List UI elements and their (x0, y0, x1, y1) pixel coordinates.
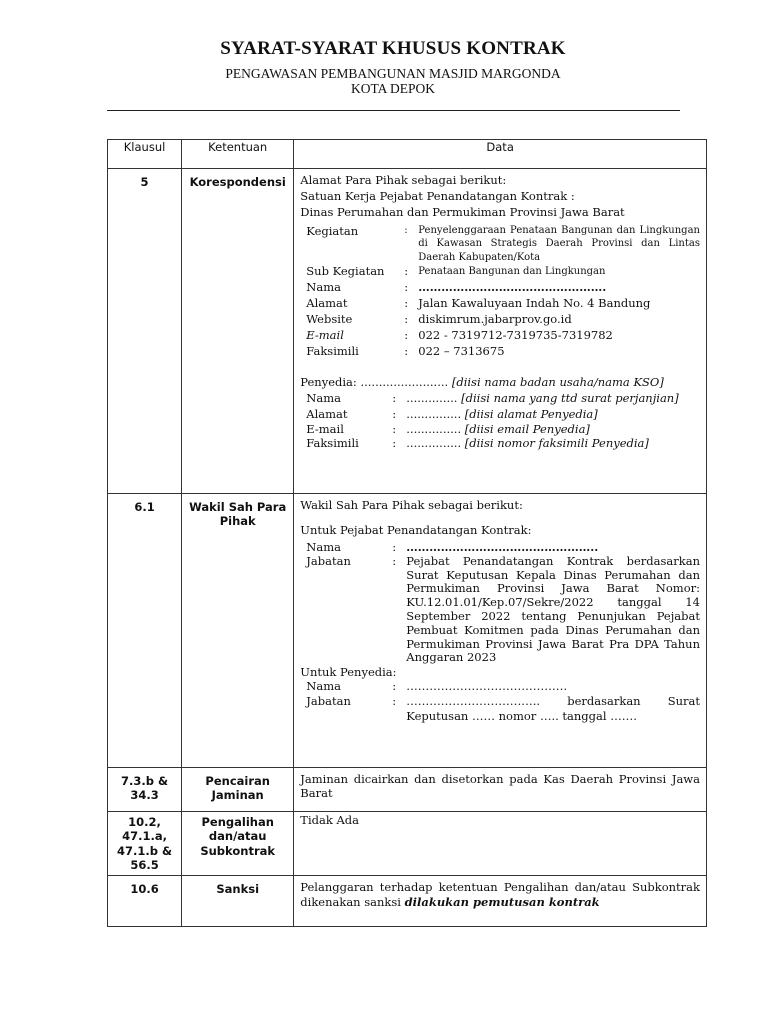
field-hint: [diisi email Penyedia] (464, 421, 590, 436)
document-title: SYARAT-SYARAT KHUSUS KONTRAK (220, 38, 566, 59)
text-line: Untuk Penyedia: (300, 665, 397, 680)
field-value (406, 436, 700, 452)
field-ppk-jabatan (300, 555, 700, 665)
field-website (300, 312, 700, 328)
field-hint: [diisi nama yang ttd surat perjanjian] (461, 391, 679, 406)
ketentuan-cell: Pengalihan dan/atau Subkontrak (182, 812, 294, 876)
field-value: Penyelenggaraan Penataan Bangunan dan Lingkungan di Kawasan Strategis Daerah Provinsi dan Lintas Daerah Kabupaten/Kota (418, 224, 700, 263)
field-sub-kegiatan (300, 264, 700, 280)
field-label: Nama (306, 679, 341, 694)
field-label: Alamat (306, 295, 348, 310)
field-kegiatan (300, 224, 700, 265)
field-penyedia-email (300, 423, 700, 436)
field-penyedia-nama (300, 391, 700, 407)
data-cell: Jaminan dicairkan dan disetorkan pada Kas Daerah Provinsi Jawa Barat (294, 768, 707, 812)
text-line: Alamat Para Pihak sebagai berikut: (300, 173, 507, 187)
field-alamat (300, 296, 700, 312)
field-label: Alamat (306, 407, 348, 422)
field-value (406, 391, 700, 407)
field-ppk-nama (300, 540, 700, 555)
field-label: Nama (306, 539, 341, 554)
field-colon: : (392, 679, 397, 694)
field-label: Nama (306, 280, 341, 295)
field-penyedia-nama (300, 680, 700, 694)
field-value: …………………………………… (406, 679, 568, 694)
field-value: …………………………………………. (418, 280, 607, 295)
table-row (108, 876, 707, 927)
klausul-cell: 7.3.b & 34.3 (108, 768, 182, 812)
ketentuan-cell (182, 768, 294, 812)
data-cell (294, 169, 707, 494)
data-cell (294, 494, 707, 768)
field-value: …………………………….. berdasarkan Surat Keputusan …… nomor ….. tanggal ……. (406, 693, 700, 723)
ketentuan-cell: Korespondensi (182, 169, 294, 494)
field-colon: : (404, 295, 409, 310)
field-colon: : (392, 553, 397, 568)
header-divider (107, 110, 680, 111)
field-colon: : (392, 435, 397, 450)
field-penyedia-alamat (300, 407, 700, 423)
ketentuan-text: Pencairan Jaminan (205, 774, 270, 803)
field-label: E-mail (306, 327, 344, 342)
contract-terms-table (107, 139, 707, 927)
document-subtitle: PENGAWASAN PEMBANGUNAN MASJID MARGONDA (225, 66, 561, 81)
sanksi-emphasis: dilakukan pemutusan kontrak (404, 894, 600, 909)
field-dots: ............... (406, 407, 462, 422)
field-nama (300, 280, 700, 296)
table-header-row (108, 140, 707, 169)
text-line: Satuan Kerja Pejabat Penandatangan Kontrak : (300, 188, 575, 203)
klausul-cell: 10.2, 47.1.a, 47.1.b & 56.5 (108, 812, 182, 876)
ketentuan-cell: Sanksi (182, 876, 294, 927)
field-colon: : (392, 693, 397, 708)
table-row (108, 494, 707, 768)
ketentuan-cell: Wakil Sah Para Pihak (182, 494, 294, 768)
field-label: Website (306, 311, 353, 326)
field-dots: ............... (406, 435, 462, 450)
field-value: ………………………………………….. (406, 539, 599, 554)
field-label: Jabatan (306, 553, 351, 568)
field-value: Pejabat Penandatangan Kontrak berdasarkan Surat Keputusan Kepala Dinas Perumahan dan Permukiman Provinsi Jawa Barat Nomor: KU.12.01.01/Kep.07/Sekre/2022 tanggal 14 September 2022 tentang Penunjukan Pejabat Pembuat Komitmen pada Dinas Perumahan dan Permukiman Provinsi Jawa Barat Pra DPA Tahun Anggaran 2023 (406, 553, 700, 665)
field-label: Faksimili (306, 343, 359, 358)
document-subtitle-city: KOTA DEPOK (350, 81, 436, 96)
header-data: Data (294, 140, 707, 169)
field-email (300, 328, 700, 344)
field-faksimili (300, 344, 700, 360)
field-dots: .............. (406, 391, 458, 406)
field-colon: : (404, 280, 409, 295)
field-label: Kegiatan (306, 223, 359, 238)
klausul-cell: 5 (108, 169, 182, 494)
field-colon: : (404, 311, 409, 326)
field-value (406, 423, 700, 436)
field-label: E-mail (306, 421, 344, 436)
field-value: diskimrum.jabarprov.go.id (418, 311, 572, 326)
field-label: Sub Kegiatan (306, 264, 385, 279)
field-colon: : (392, 539, 397, 554)
klausul-cell: 10.6 (108, 876, 182, 927)
penyedia-label: Penyedia: ........................ (300, 375, 449, 390)
field-hint: [diisi nomor faksimili Penyedia] (464, 435, 649, 450)
field-penyedia-faksimili (300, 436, 700, 452)
field-value: Jalan Kawaluyaan Indah No. 4 Bandung (418, 295, 651, 310)
table-row (108, 768, 707, 812)
text-line: Untuk Pejabat Penandatangan Kontrak: (300, 522, 532, 537)
field-value: Penataan Bangunan dan Lingkungan (418, 266, 606, 278)
penyedia-value: [diisi nama badan usaha/nama KSO] (451, 375, 664, 390)
table-row (108, 169, 707, 494)
field-value (406, 407, 700, 423)
field-label: Faksimili (306, 435, 359, 450)
field-colon: : (392, 391, 397, 406)
field-label: Jabatan (306, 693, 351, 708)
field-colon: : (404, 224, 408, 236)
sanksi-text: Pelanggaran terhadap ketentuan Pengalihan dan/atau Subkontrak dikenakan sanksi (300, 880, 700, 909)
penyedia-line (300, 375, 700, 391)
data-cell: Tidak Ada (294, 812, 707, 876)
field-hint: [diisi alamat Penyedia] (464, 407, 598, 422)
field-value: 022 - 7319712-7319735-7319782 (418, 327, 613, 342)
header-ketentuan: Ketentuan (182, 140, 294, 169)
field-colon: : (392, 421, 397, 436)
klausul-cell: 6.1 (108, 494, 182, 768)
field-value: 022 – 7313675 (418, 343, 505, 358)
field-dots: ............... (406, 421, 462, 436)
field-penyedia-jabatan (300, 694, 700, 724)
text-line: Dinas Perumahan dan Permukiman Provinsi Jawa Barat (300, 204, 625, 219)
field-label: Nama (306, 391, 341, 406)
text-line: Wakil Sah Para Pihak sebagai berikut: (300, 498, 523, 512)
field-colon: : (404, 343, 409, 358)
data-cell (294, 876, 707, 927)
header-klausul: Klausul (108, 140, 182, 169)
field-colon: : (404, 327, 409, 342)
table-row (108, 812, 707, 876)
field-colon: : (392, 407, 397, 422)
field-colon: : (404, 264, 409, 279)
